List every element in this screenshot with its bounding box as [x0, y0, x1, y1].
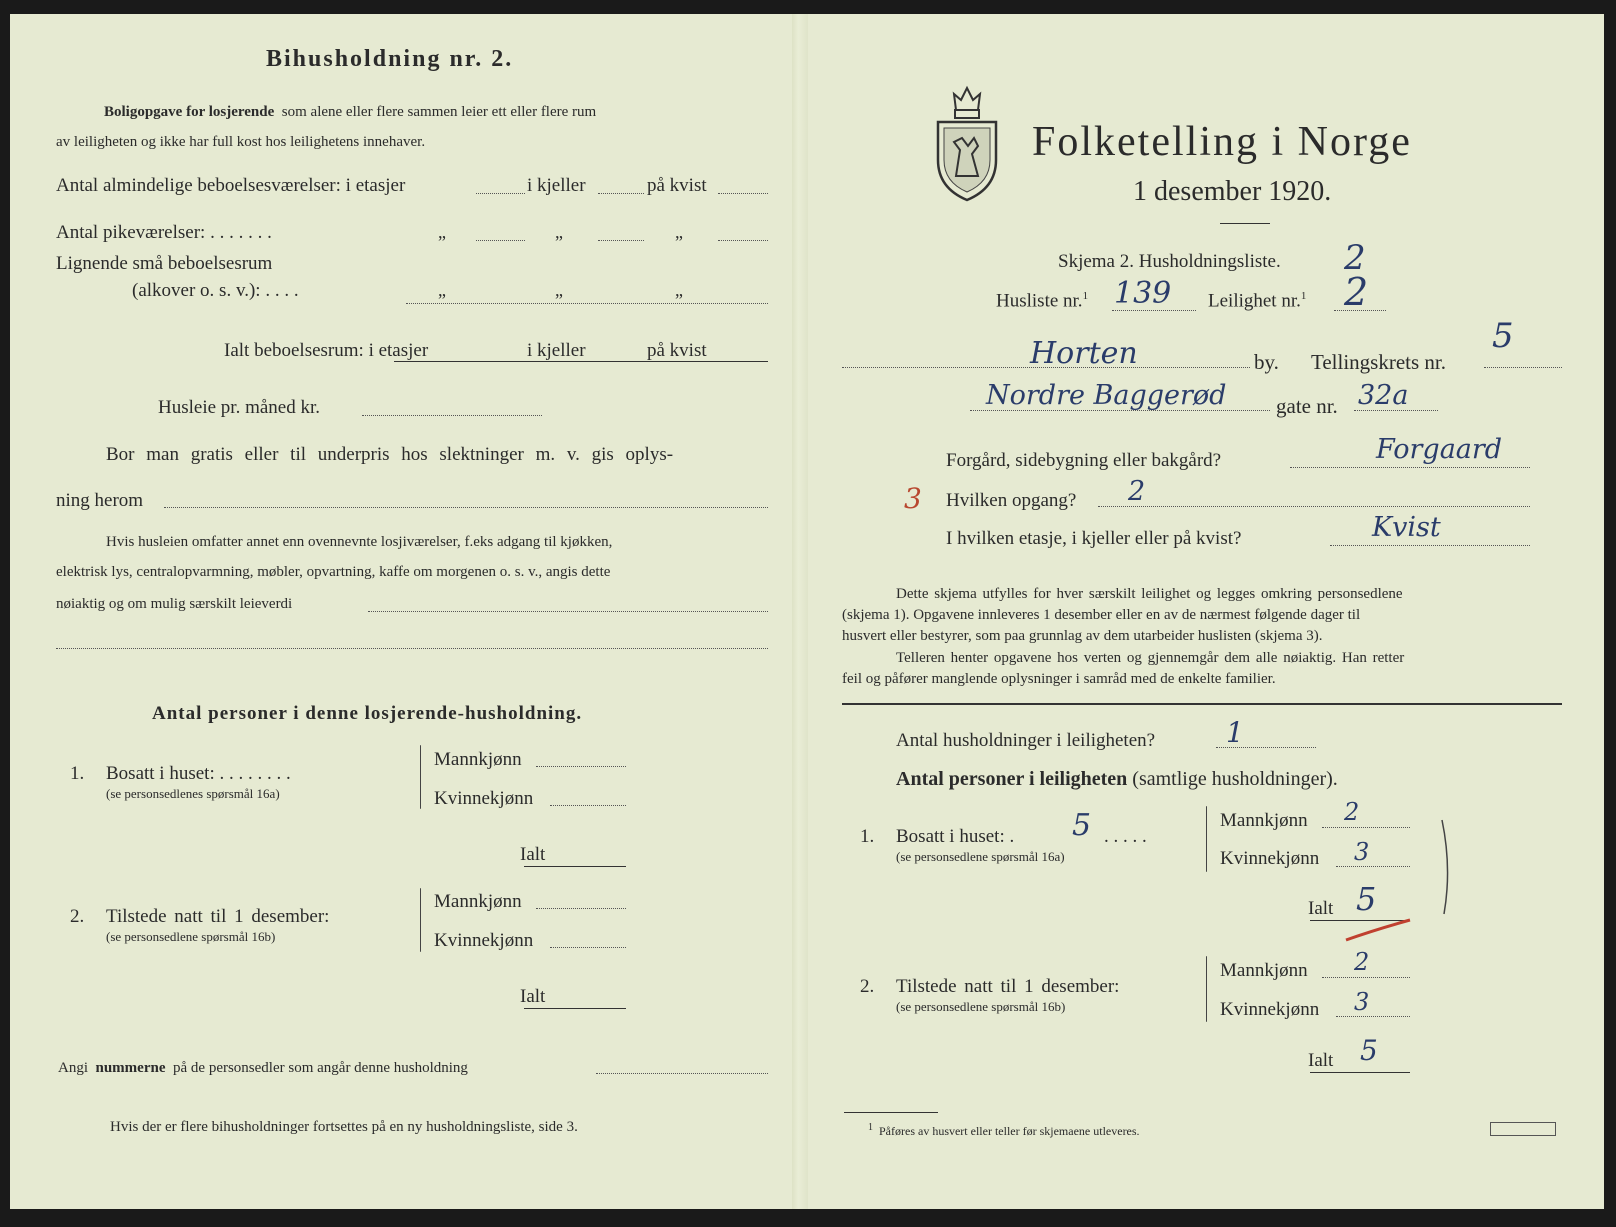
title-rule	[1220, 223, 1270, 224]
row3-ditto-3: „	[675, 280, 683, 300]
forgard-label: Forgård, sidebygning eller bakgård?	[946, 450, 1222, 471]
left-q1-brace	[420, 745, 421, 809]
husliste-sup: 1	[1082, 290, 1089, 302]
left-q2-mann-field[interactable]	[536, 908, 626, 909]
right-q2-num: 2.	[860, 976, 875, 997]
row2-kvist-field[interactable]	[718, 240, 768, 241]
instr-line1: Dette skjema utfylles for hver særskilt leilighet og legges omkring personsedlene	[896, 586, 1403, 602]
margin-mark: 3	[904, 482, 922, 515]
right-q1-mann-field[interactable]	[1322, 827, 1410, 828]
right-q2-ialt-field[interactable]	[1310, 1072, 1410, 1073]
row3-label-1: Lignende små beboelsesrum	[56, 253, 273, 274]
instr-line4: Telleren henter opgavene hos verten og gjennemgår dem alle nøiaktig. Han retter	[896, 650, 1405, 666]
skjema-label: Skjema 2. Husholdningsliste.	[1058, 251, 1281, 272]
row3-ditto-2: „	[555, 280, 563, 300]
right-q1-kvinne-field[interactable]	[1336, 866, 1410, 867]
intro-line2: av leiligheten og ikke har full kost hos leilighetens innehaver.	[56, 134, 426, 150]
etasje-field[interactable]	[1330, 545, 1530, 546]
right-q2-mann-value[interactable]: 2	[1354, 948, 1370, 976]
antal-pers-bold: Antal personer i leiligheten	[896, 768, 1128, 790]
coat-of-arms-icon	[934, 80, 1000, 202]
footnote-num: 1	[868, 1122, 873, 1133]
right-q1-ialt: Ialt	[1308, 898, 1334, 919]
left-q1-sub: (se personsedlenes spørsmål 16a)	[106, 786, 280, 801]
intro-line1	[104, 104, 596, 121]
leilighet-label-text: Leilighet nr.	[1208, 290, 1301, 312]
left-q1-kvinne-field[interactable]	[550, 805, 626, 806]
antal-hush-value[interactable]: 1	[1226, 716, 1244, 749]
left-q2-kvinne-field[interactable]	[550, 947, 626, 948]
right-q1-value[interactable]: 5	[1072, 808, 1092, 843]
husleie-label: Husleie pr. måned kr.	[158, 397, 320, 418]
row2-ditto-2: „	[555, 222, 563, 242]
right-q2-kvinne: Kvinnekjønn	[1220, 999, 1320, 1020]
bor-field[interactable]	[164, 507, 768, 508]
left-q2-label: Tilstede natt til 1 desember:	[106, 906, 330, 927]
hvis-line3: nøiaktig og om mulig særskilt leieverdi	[56, 596, 293, 612]
opgang-value[interactable]: 2	[1128, 476, 1146, 507]
right-q2-label: Tilstede natt til 1 desember:	[896, 976, 1120, 997]
printer-stamp	[1490, 1122, 1556, 1136]
row1-kvist: på kvist	[647, 175, 707, 196]
instr-rule	[842, 703, 1562, 705]
row2-kjeller-field[interactable]	[598, 240, 644, 241]
row1-kjeller: i kjeller	[527, 175, 586, 196]
left-q2-brace	[420, 888, 421, 952]
left-q2-ialt-field[interactable]	[524, 1008, 626, 1009]
right-q2-ialt-value[interactable]: 5	[1360, 1034, 1378, 1067]
angi-field[interactable]	[596, 1073, 768, 1074]
krets-field[interactable]	[1484, 367, 1562, 368]
right-q1-num: 1.	[860, 826, 875, 847]
row3-ditto: „	[438, 280, 446, 300]
right-q1-kvinne: Kvinnekjønn	[1220, 848, 1320, 869]
leilighet-field[interactable]	[1334, 310, 1386, 311]
row1-etasjer-field[interactable]	[476, 193, 525, 194]
footnote-rule	[844, 1112, 938, 1113]
husliste-field[interactable]	[1112, 310, 1196, 311]
left-antal-heading: Antal personer i denne losjerende-husholdning.	[152, 703, 583, 724]
angi-line	[58, 1060, 468, 1077]
row2-ditto-3: „	[675, 222, 683, 242]
right-q2-mann: Mannkjønn	[1220, 960, 1308, 981]
right-q2-brace	[1206, 956, 1207, 1022]
antal-pers-heading	[896, 768, 1338, 791]
left-q2-mann: Mannkjønn	[434, 891, 522, 912]
husliste-label	[996, 290, 1088, 312]
row1-label: Antal almindelige beboelsesværelser: i etasjer	[56, 175, 406, 196]
antal-pers-rest: (samtlige husholdninger).	[1132, 768, 1338, 790]
bor-line1: Bor man gratis eller til underpris hos slektninger m. v. gis oplys-	[106, 444, 674, 465]
gatenr-field[interactable]	[1354, 410, 1438, 411]
right-q1-ialt-value[interactable]: 5	[1356, 880, 1377, 918]
ialt-rum-label: Ialt beboelsesrum: i etasjer	[224, 340, 429, 361]
antal-hush-field[interactable]	[1216, 747, 1316, 748]
gate-label: gate nr.	[1276, 394, 1338, 418]
instr-line3: husvert eller bestyrer, som paa grunnlag av dem utarbeider huslisten (skjema 3).	[842, 628, 1323, 644]
intro-bold: Boligopgave for losjerende	[104, 104, 275, 120]
right-q2-kvinne-field[interactable]	[1336, 1016, 1410, 1017]
angi-bold: nummerne	[95, 1060, 166, 1076]
leieverdi-field[interactable]	[368, 611, 768, 612]
right-q1-sub: (se personsedlene spørsmål 16a)	[896, 849, 1065, 864]
row3-label-2: (alkover o. s. v.): . . . .	[132, 280, 299, 301]
by-field[interactable]	[842, 367, 1250, 368]
right-q1-brace	[1206, 806, 1207, 872]
left-q1-ialt-field[interactable]	[524, 866, 626, 867]
forgard-field[interactable]	[1290, 467, 1530, 468]
opgang-label: Hvilken opgang?	[946, 490, 1077, 511]
intro-rest: som alene eller flere sammen leier ett eller flere rum	[281, 104, 597, 120]
etasje-label: I hvilken etasje, i kjeller eller på kvist?	[946, 528, 1242, 549]
footnote-text: Påføres av husvert eller teller før skjemaene utleveres.	[879, 1124, 1140, 1138]
leieverdi-field-2[interactable]	[56, 648, 768, 649]
row3-field[interactable]	[406, 303, 768, 304]
ialt-rum-field[interactable]	[394, 361, 768, 362]
opgang-field[interactable]	[1098, 506, 1530, 507]
antal-hush-label: Antal husholdninger i leiligheten?	[896, 730, 1156, 751]
hvis-line2: elektrisk lys, centralopvarmning, møbler, opvartning, kaffe om morgenen o. s. v., angis dette	[56, 564, 611, 580]
left-q1-label: Bosatt i huset: . . . . . . . .	[106, 763, 291, 784]
instr-line2: (skjema 1). Opgavene innleveres 1 desember eller en av de nærmest følgende dager til	[842, 607, 1361, 623]
red-check-mark-icon	[1344, 918, 1414, 944]
by-label: by.	[1254, 350, 1279, 374]
krets-label: Tellingskrets nr.	[1311, 350, 1447, 374]
left-q1-num: 1.	[70, 763, 85, 784]
gatenr-value[interactable]: 32a	[1358, 380, 1409, 411]
forgard-value[interactable]: Forgaard	[1376, 434, 1503, 465]
right-q1-label: Bosatt i huset: .	[896, 826, 1015, 847]
row2-etasjer-field[interactable]	[476, 240, 525, 241]
leilighet-sup: 1	[1300, 290, 1307, 302]
footnote	[868, 1122, 1140, 1139]
by-value[interactable]: Horten	[1030, 336, 1138, 371]
leilighet-value[interactable]: 2	[1344, 270, 1369, 314]
left-footer: Hvis der er flere bihusholdninger fortsettes på en ny husholdningsliste, side 3.	[110, 1119, 578, 1135]
right-q1-mann-value[interactable]: 2	[1344, 798, 1360, 826]
angi-post: på de personsedler som angår denne husholdning	[173, 1060, 468, 1076]
bor-line2: ning herom	[56, 490, 144, 511]
right-q2-kvinne-value[interactable]: 3	[1354, 988, 1370, 1016]
census-date: 1 desember 1920.	[1133, 176, 1332, 207]
left-q1-kvinne: Kvinnekjønn	[434, 788, 534, 809]
ialt-rum-kjeller: i kjeller	[527, 340, 586, 361]
right-q2-sub: (se personsedlene spørsmål 16b)	[896, 999, 1066, 1014]
left-q1-ialt: Ialt	[520, 844, 546, 865]
page-fold	[792, 14, 808, 1209]
ialt-rum-kvist: på kvist	[647, 340, 707, 361]
gate-field[interactable]	[970, 410, 1270, 411]
left-q1-mann-field[interactable]	[536, 766, 626, 767]
right-q1-dots: . . . . .	[1104, 826, 1147, 847]
husleie-field[interactable]	[362, 415, 542, 416]
left-q2-kvinne: Kvinnekjønn	[434, 930, 534, 951]
left-q1-mann: Mannkjønn	[434, 749, 522, 770]
krets-value[interactable]: 5	[1492, 316, 1514, 356]
left-q2-ialt: Ialt	[520, 986, 546, 1007]
hvis-line1: Hvis husleien omfatter annet enn ovennevnte losjiværelser, f.eks adgang til kjøkken,	[106, 534, 613, 550]
gate-value[interactable]: Nordre Baggerød	[986, 380, 1227, 411]
row2-label: Antal pikeværelser: . . . . . . .	[56, 222, 272, 243]
right-title: Folketelling i Norge	[1032, 119, 1412, 165]
row2-ditto: „	[438, 222, 446, 242]
leilighet-label	[1208, 290, 1306, 312]
right-q1-kvinne-value[interactable]: 3	[1354, 838, 1370, 866]
right-q2-ialt: Ialt	[1308, 1050, 1334, 1071]
row1-kjeller-field[interactable]	[598, 193, 644, 194]
margin-bracket-icon	[1440, 818, 1456, 918]
right-q1-mann: Mannkjønn	[1220, 810, 1308, 831]
instr-line5: feil og påfører manglende oplysninger i samråd med de enkelte familier.	[842, 671, 1276, 687]
row1-kvist-field[interactable]	[718, 193, 768, 194]
left-q2-sub: (se personsedlene spørsmål 16b)	[106, 929, 276, 944]
husliste-label-text: Husliste nr.	[996, 290, 1083, 312]
left-title: Bihusholdning nr. 2.	[266, 46, 514, 72]
etasje-value[interactable]: Kvist	[1372, 512, 1441, 543]
left-q2-num: 2.	[70, 906, 85, 927]
right-q2-mann-field[interactable]	[1322, 977, 1410, 978]
skjema-value: 2	[1344, 238, 1366, 278]
angi-pre: Angi	[58, 1060, 88, 1076]
husliste-value[interactable]: 139	[1114, 276, 1172, 311]
